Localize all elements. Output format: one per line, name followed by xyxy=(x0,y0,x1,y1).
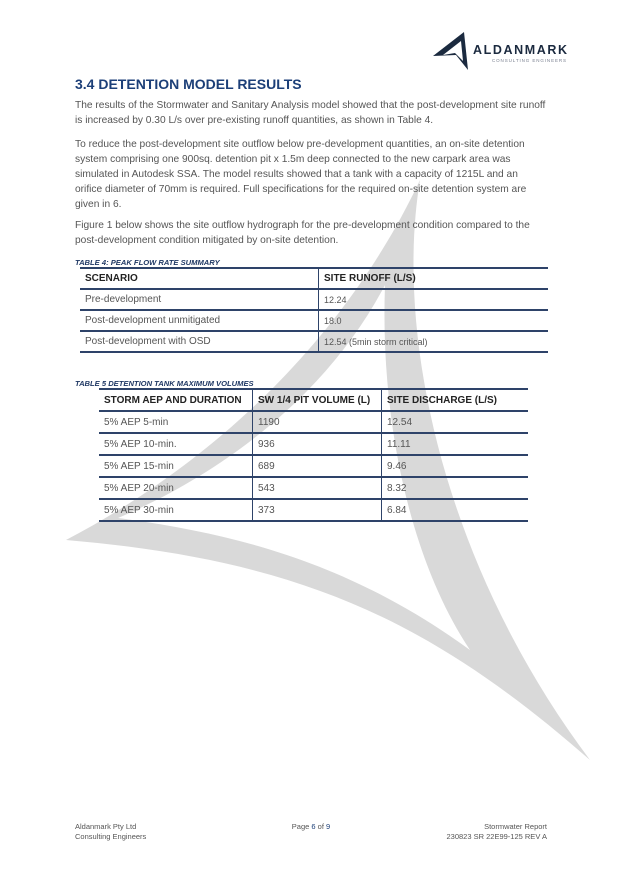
page-separator: of xyxy=(315,822,327,831)
table-cell: 936 xyxy=(253,433,382,455)
table-cell: 6.84 xyxy=(382,499,529,521)
aldanmark-triangle-icon xyxy=(432,30,472,72)
footer-company-name: Aldanmark Pty Ltd xyxy=(75,822,137,831)
table-row xyxy=(80,310,548,331)
table-cell: 5% AEP 20-min xyxy=(99,477,253,499)
table-row xyxy=(99,455,528,477)
table-cell: 5% AEP 10-min. xyxy=(99,433,253,455)
table5-caption: TABLE 5 DETENTION TANK MAXIMUM VOLUMES xyxy=(75,379,254,388)
column-header: SITE RUNOFF (L/S) xyxy=(319,268,549,289)
paragraph-figure: Figure 1 below shows the site outflow hydrograph for the pre-development condition compared to the post-development condition mitigated by on-site detention. xyxy=(75,220,530,246)
page-total: 9 xyxy=(326,822,331,831)
table-cell: 5% AEP 30-min xyxy=(99,499,253,521)
paragraph-detention: To reduce the post-development site outflow below pre-development quantities, an on-site detention system comprising one 900sq. detention pit x 1.5m deep connected to the new carpark area was simulated in Autodesk SSA. The model results showed that a tank with a capacity of 1215L and an orifice diameter of 70mm is required. Full specifications for the required on-site detention system are given in 6. xyxy=(75,139,527,210)
table-cell: Post-development with OSD xyxy=(80,331,319,352)
table-row xyxy=(99,499,528,521)
table-cell: 689 xyxy=(253,455,382,477)
column-header: SCENARIO xyxy=(80,268,319,289)
table-cell: 5% AEP 15-min xyxy=(99,455,253,477)
table-cell: 1190 xyxy=(253,411,382,433)
table-row xyxy=(80,289,548,310)
table-row xyxy=(99,433,528,455)
table-row xyxy=(99,411,528,433)
table-cell: 5% AEP 5-min xyxy=(99,411,253,433)
table-cell: Pre-development xyxy=(80,289,319,310)
paragraph-runoff: The results of the Stormwater and Sanitary Analysis model showed that the post-development site runoff is increased by 0.30 L/s over pre-existing runoff quantities, as shown in Table 4. xyxy=(75,100,546,126)
table-cell: 12.24 xyxy=(319,289,549,310)
detention-volume-table xyxy=(99,388,528,522)
table-cell: 8.32 xyxy=(382,477,529,499)
peak-flow-table xyxy=(80,267,548,353)
logo-tagline: CONSULTING ENGINEERS xyxy=(492,58,567,63)
table-cell: Post-development unmitigated xyxy=(80,310,319,331)
table-cell: 12.54 xyxy=(382,411,529,433)
table4-caption: TABLE 4: PEAK FLOW RATE SUMMARY xyxy=(75,258,220,267)
page-current: 6 xyxy=(311,822,316,831)
logo-name: ALDANMARK xyxy=(473,43,569,57)
table-cell: 11.11 xyxy=(382,433,529,455)
footer-company-type: Consulting Engineers xyxy=(75,832,147,841)
table-row xyxy=(99,477,528,499)
column-header: STORM AEP AND DURATION xyxy=(99,389,253,411)
table-cell: 543 xyxy=(253,477,382,499)
table-row xyxy=(80,331,548,352)
page-prefix: Page xyxy=(291,822,312,831)
company-logo xyxy=(432,30,569,72)
footer-report-ref: 230823 SR 22E99-125 REV A xyxy=(446,832,547,841)
column-header: SW 1/4 PIT VOLUME (L) xyxy=(253,389,382,411)
section-heading: 3.4 DETENTION MODEL RESULTS xyxy=(75,76,302,92)
table-cell: 9.46 xyxy=(382,455,529,477)
table-cell: 373 xyxy=(253,499,382,521)
table-header-row xyxy=(80,268,548,289)
column-header: SITE DISCHARGE (L/S) xyxy=(382,389,529,411)
table-header-row xyxy=(99,389,528,411)
footer-report-title: Stormwater Report xyxy=(484,822,547,831)
table-cell: 18.0 xyxy=(319,310,549,331)
footer-report xyxy=(447,822,548,842)
table-cell: 12.54 (5min storm critical) xyxy=(319,331,549,352)
